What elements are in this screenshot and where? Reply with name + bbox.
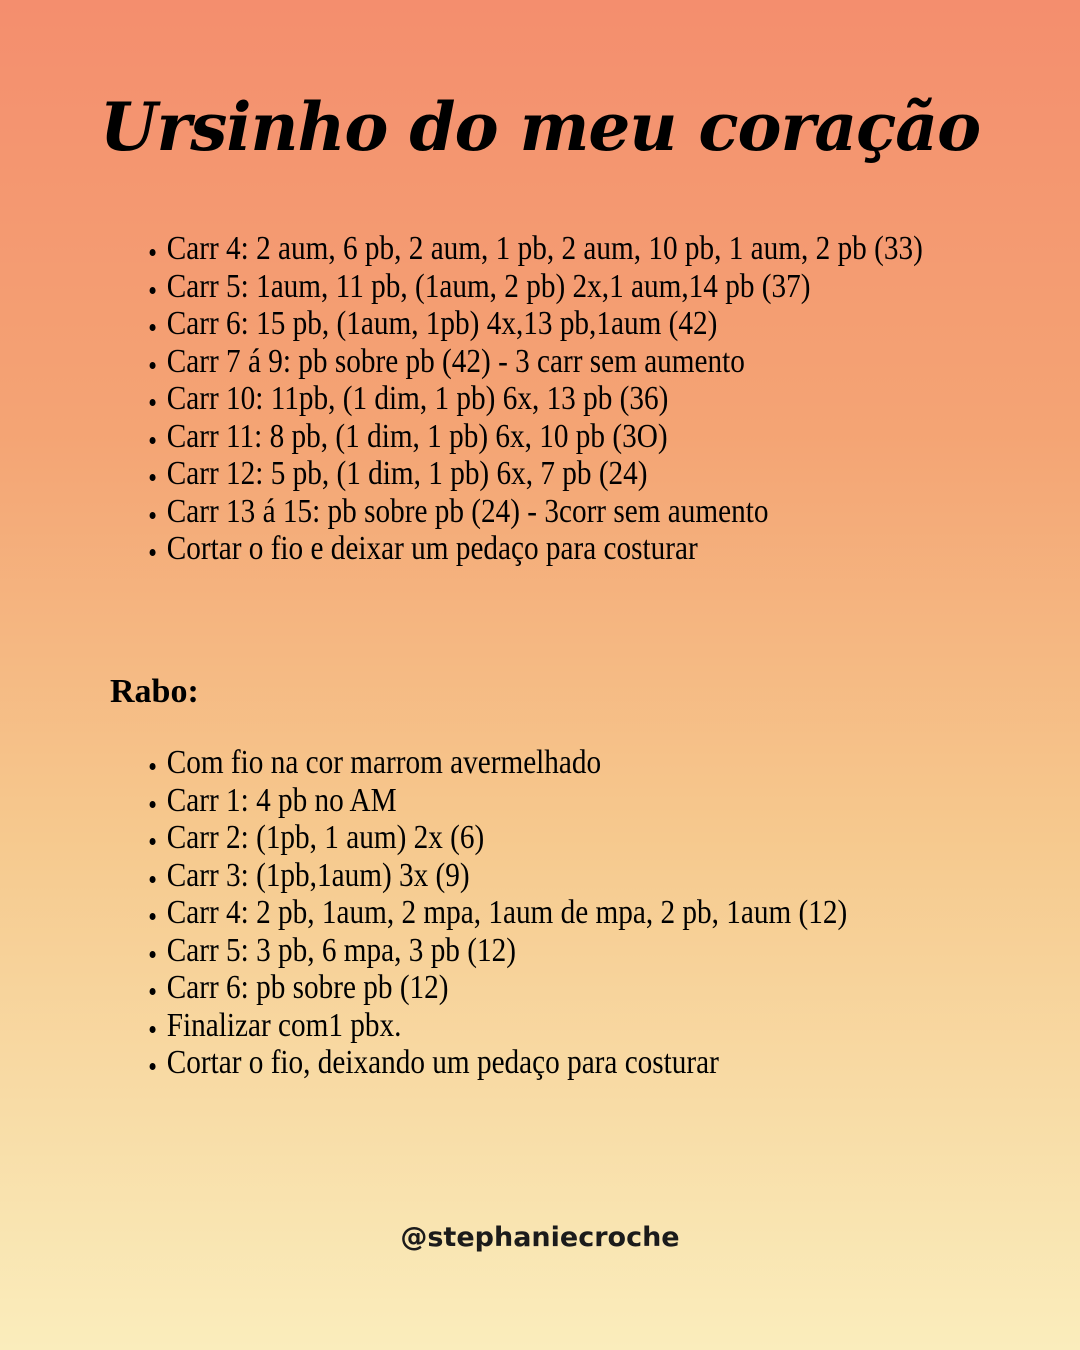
list-item: • Carr 6: 15 pb, (1aum, 1pb) 4x,13 pb,1aum (42)	[167, 305, 1027, 343]
list-item: • Carr 7 á 9: pb sobre pb (42) - 3 carr sem aumento	[167, 343, 1027, 381]
page-title: Ursinho do meu coração	[99, 88, 981, 166]
list-item: • Carr 12: 5 pb, (1 dim, 1 pb) 6x, 7 pb (24)	[167, 455, 1027, 493]
list-item: • Com fio na cor marrom avermelhado	[167, 744, 1027, 782]
list-item: • Carr 6: pb sobre pb (12)	[167, 969, 1027, 1007]
list-item: • Carr 5: 1aum, 11 pb, (1aum, 2 pb) 2x,1 aum,14 pb (37)	[167, 268, 1027, 306]
list-item: • Cortar o fio, deixando um pedaço para costurar	[167, 1044, 1027, 1082]
list-item: • Cortar o fio e deixar um pedaço para costurar	[167, 530, 1027, 568]
list-item: • Carr 11: 8 pb, (1 dim, 1 pb) 6x, 10 pb (3O)	[167, 418, 1027, 456]
author-handle: @stephaniecroche	[400, 1222, 680, 1253]
list-item: • Carr 3: (1pb,1aum) 3x (9)	[167, 857, 1027, 895]
list-item: • Carr 1: 4 pb no AM	[167, 782, 1027, 820]
tail-steps-list	[110, 744, 1027, 1082]
list-item: • Carr 5: 3 pb, 6 mpa, 3 pb (12)	[167, 932, 1027, 970]
list-item: • Carr 4: 2 aum, 6 pb, 2 aum, 1 pb, 2 aum, 10 pb, 1 aum, 2 pb (33)	[167, 230, 1027, 268]
list-item: • Carr 10: 11pb, (1 dim, 1 pb) 6x, 13 pb (36)	[167, 380, 1027, 418]
head-steps-list	[110, 230, 1027, 568]
tail-section-heading: Rabo:	[110, 673, 199, 710]
list-item: • Carr 2: (1pb, 1 aum) 2x (6)	[167, 819, 1027, 857]
list-item: • Carr 13 á 15: pb sobre pb (24) - 3corr sem aumento	[167, 493, 1027, 531]
list-item: • Finalizar com1 pbx.	[167, 1007, 1027, 1045]
list-item: • Carr 4: 2 pb, 1aum, 2 mpa, 1aum de mpa, 2 pb, 1aum (12)	[167, 894, 1027, 932]
